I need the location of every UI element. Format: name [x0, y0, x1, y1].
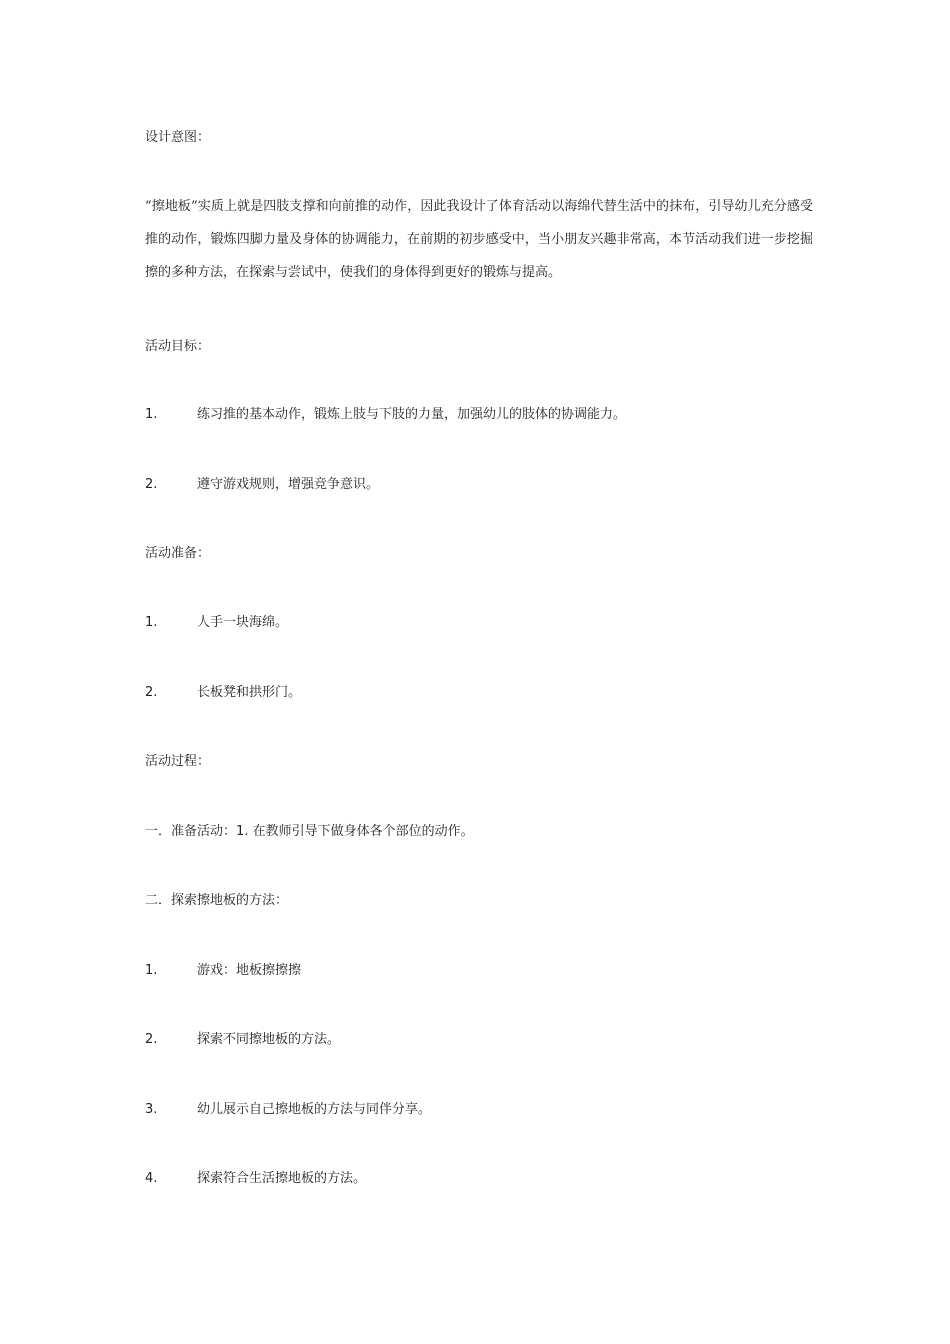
prep-text: 长板凳和拱形门。: [197, 685, 302, 700]
explore-text: 探索符合生活擦地板的方法。: [197, 1171, 367, 1186]
explore-number: 2.: [145, 1032, 158, 1047]
prep-item-1: [145, 612, 815, 634]
explore-text: 幼儿展示自己擦地板的方法与同伴分享。: [197, 1102, 432, 1117]
prep-text: 人手一块海绵。: [197, 615, 289, 630]
explore-item-4: [145, 1168, 815, 1190]
explore-item-2: [145, 1029, 815, 1051]
step-one-number: 1.: [236, 824, 249, 839]
explore-text: 探索不同擦地板的方法。: [197, 1032, 341, 1047]
goal-number: 1.: [145, 407, 158, 422]
step-one-text: 在教师引导下做身体各个部位的动作。: [252, 824, 474, 839]
explore-number: 4.: [145, 1171, 158, 1186]
goal-item-1: [145, 404, 815, 426]
step-one-warmup: [145, 821, 815, 843]
prep-number: 2.: [145, 685, 158, 700]
step-one-prefix: 一．准备活动：: [145, 824, 237, 839]
explore-number: 1.: [145, 963, 158, 978]
goal-number: 2.: [145, 477, 158, 492]
heading-design-intent: 设计意图：: [145, 130, 211, 145]
design-intent-paragraph: “擦地板”实质上就是四肢支撑和向前推的动作，因此我设计了体育活动以海绵代替生活中的抹布，引导幼儿充分感受推的动作，锻炼四脚力量及身体的协调能力，在前期的初步感受中，当小朋友兴趣非常高，本节活动我们进一步挖掘擦的多种方法，在探索与尝试中，使我们的身体得到更好的锻炼与提高。: [145, 199, 813, 280]
heading-activity-goals: 活动目标：: [145, 339, 211, 354]
explore-number: 3.: [145, 1102, 158, 1117]
prep-item-2: [145, 682, 815, 704]
goal-item-2: [145, 474, 815, 496]
explore-text: 游戏：地板擦擦擦: [197, 963, 302, 978]
step-two-title: 二．探索擦地板的方法：: [145, 893, 289, 908]
heading-activity-process: 活动过程：: [145, 754, 211, 769]
explore-item-3: [145, 1099, 815, 1121]
prep-number: 1.: [145, 615, 158, 630]
goal-text: 练习推的基本动作，锻炼上肢与下肢的力量，加强幼儿的肢体的协调能力。: [197, 407, 627, 422]
goal-text: 遵守游戏规则，增强竞争意识。: [197, 477, 380, 492]
heading-activity-preparation: 活动准备：: [145, 546, 211, 561]
explore-item-1: [145, 960, 815, 982]
